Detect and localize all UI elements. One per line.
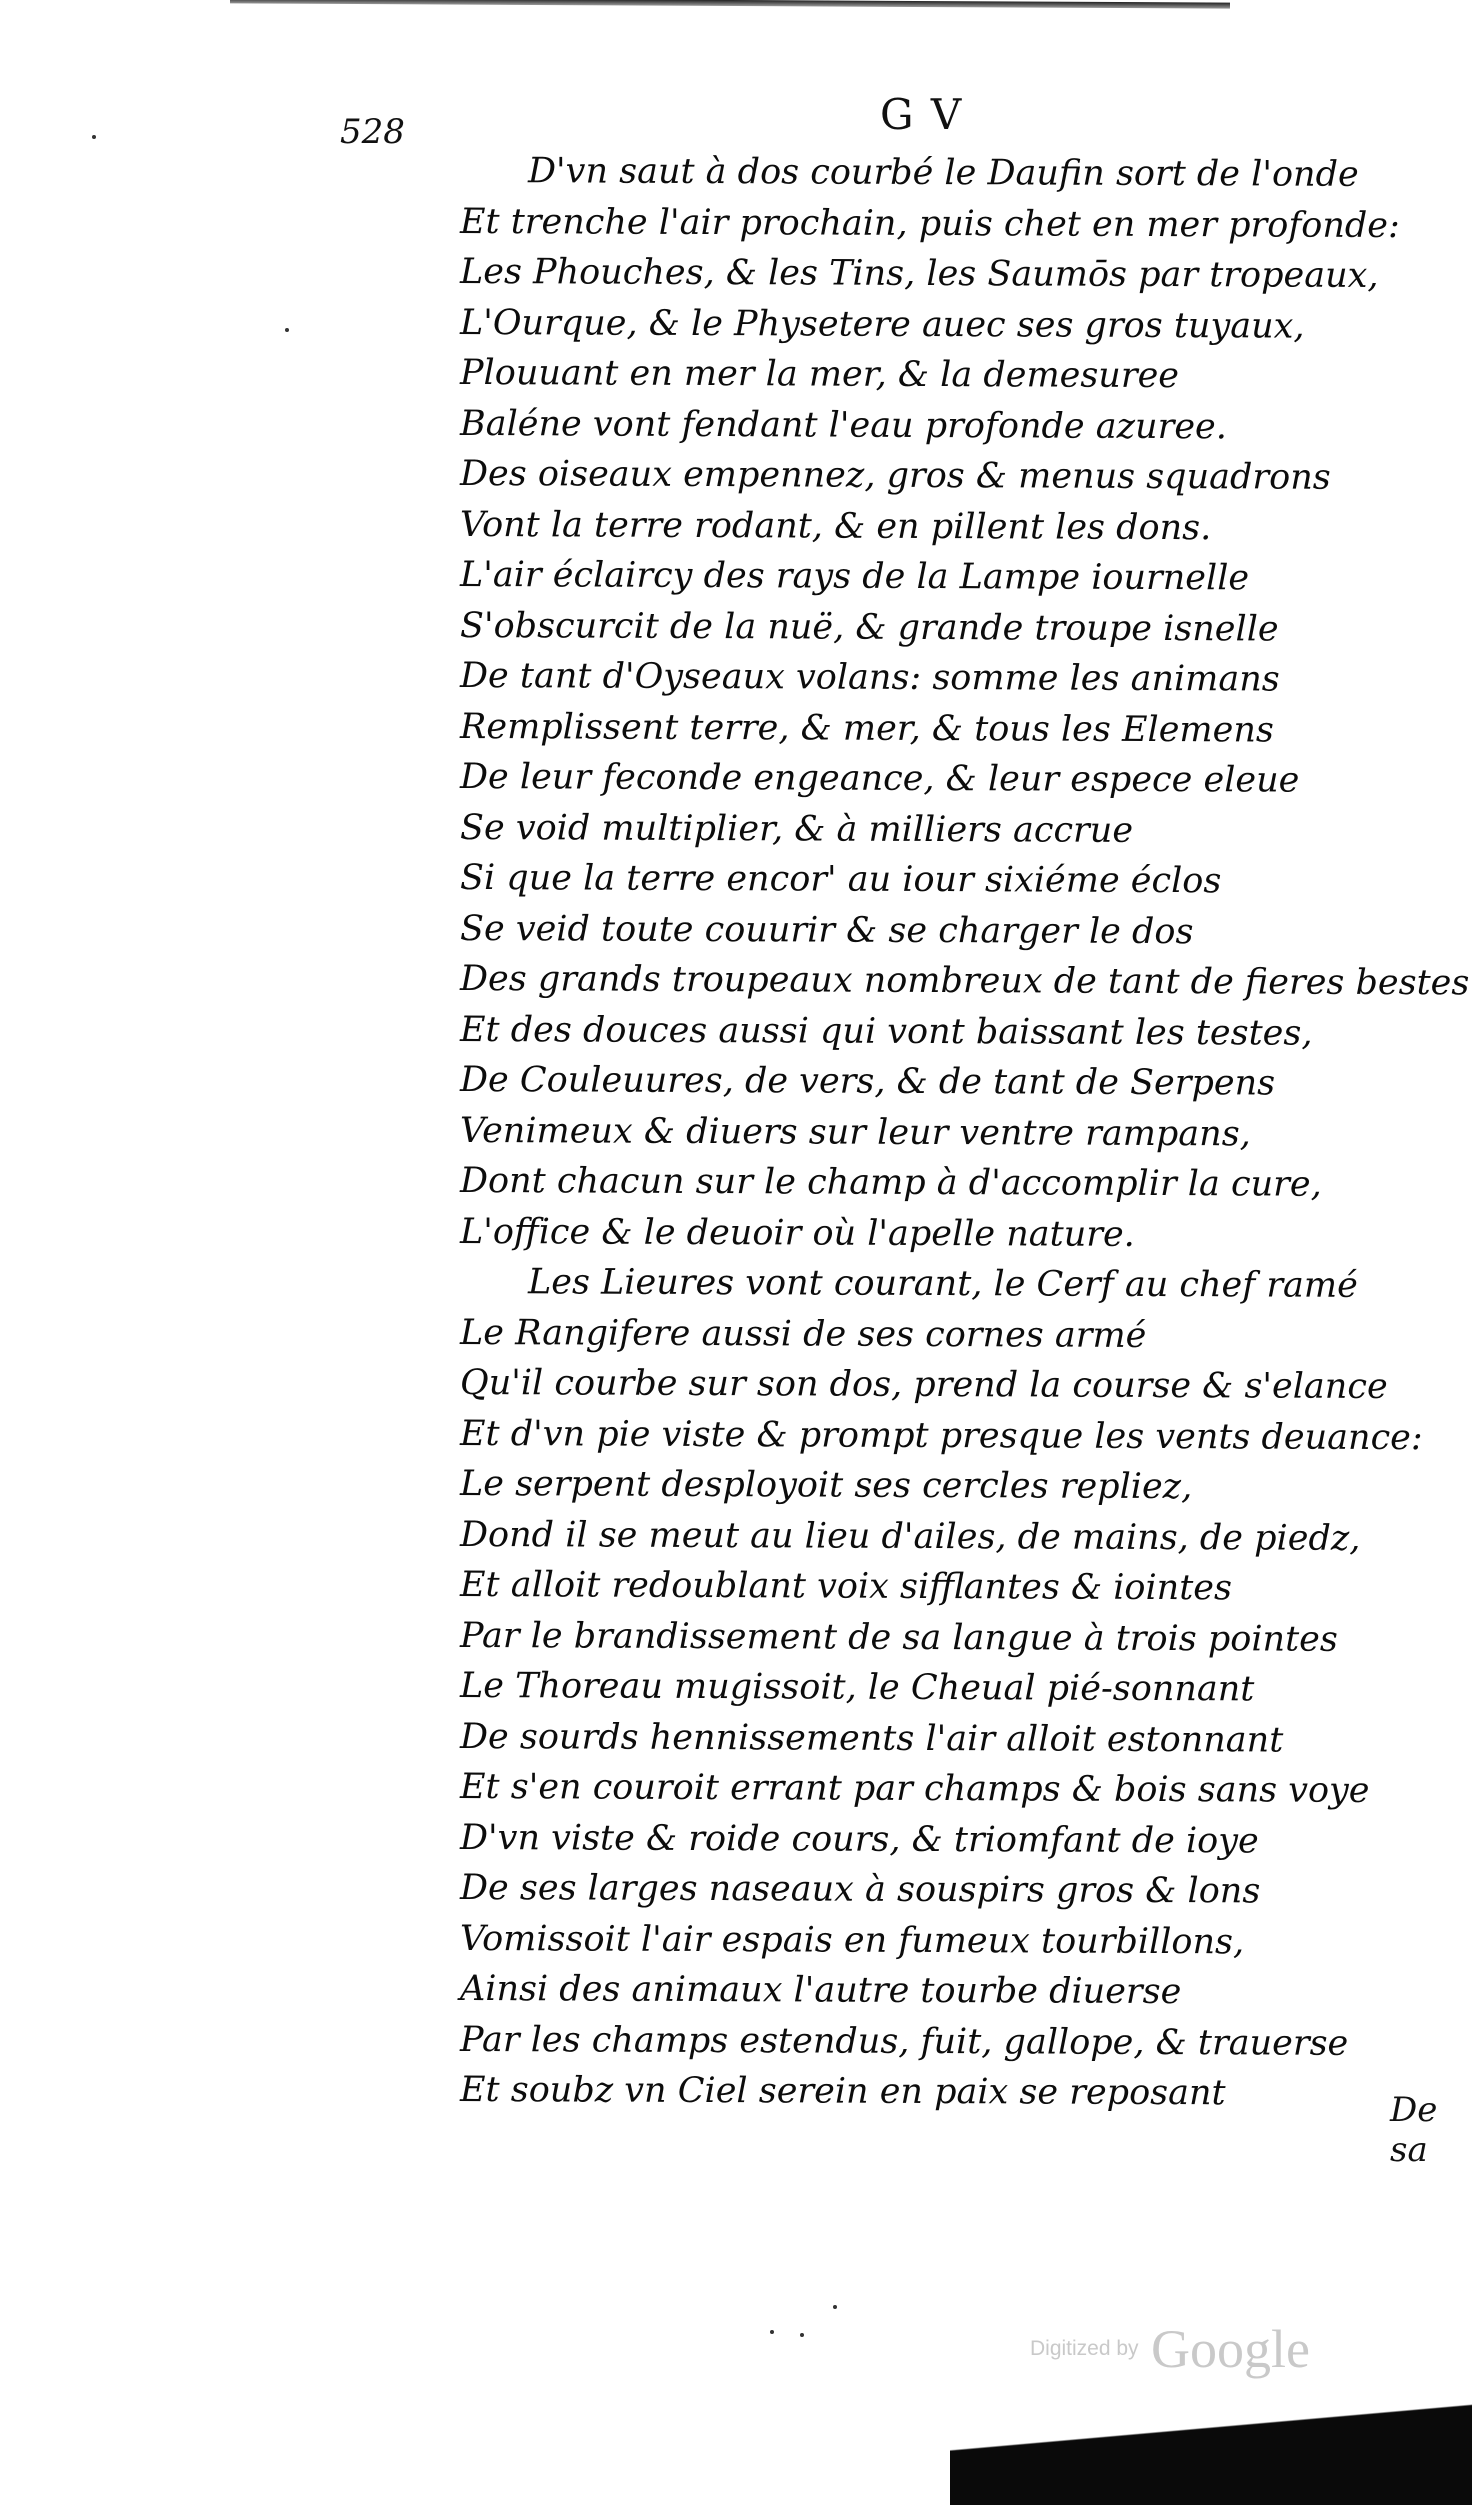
ink-speck	[92, 135, 96, 139]
catchword: De sa	[1390, 2090, 1438, 2170]
verse-line: L'office & le deuoir où l'apelle nature.	[460, 1211, 1135, 1255]
verse-line: Vont la terre rodant, & en pillent les dons.	[460, 504, 1212, 548]
verse-line: Et des douces aussi qui vont baissant les testes,	[460, 1009, 1313, 1054]
verse-line: Le Thoreau mugissoit, le Cheual pié-sonnant	[460, 1665, 1255, 1710]
verse-line: Se void multiplier, & à milliers accrue	[460, 807, 1134, 851]
verse-line: De ses larges naseaux à souspirs gros & lons	[460, 1867, 1261, 1912]
verse-line: Les Phouches, & les Tins, les Saumōs par tropeaux,	[460, 251, 1379, 296]
verse-line: De tant d'Oyseaux volans: somme les animans	[460, 655, 1280, 700]
page-top-edge	[230, 0, 1230, 9]
verse-line: S'obscurcit de la nuë, & grande troupe isnelle	[460, 605, 1279, 650]
verse-line: Et d'vn pie viste & prompt presque les vents deuance:	[460, 1413, 1423, 1458]
verse-line: Et soubz vn Ciel serein en paix se reposant	[460, 2069, 1226, 2114]
verse-line: De leur feconde engeance, & leur espece eleue	[460, 756, 1300, 801]
verse-line: Dond il se meut au lieu d'ailes, de mains, de piedz,	[460, 1514, 1361, 1559]
digitization-watermark	[1030, 2318, 1310, 2380]
ink-speck	[800, 2333, 804, 2337]
verse-line: Le serpent desployoit ses cercles repliez,	[460, 1463, 1193, 1508]
verse-line: Et s'en couroit errant par champs & bois sans voye	[460, 1766, 1370, 1811]
verse-line: D'vn saut à dos courbé le Daufin sort de l'onde	[528, 151, 1359, 195]
page-number: 528	[340, 112, 405, 152]
verse-line: De Couleuures, de vers, & de tant de Serpens	[460, 1059, 1276, 1104]
watermark-brand: Google	[1151, 2319, 1310, 2379]
verse-line: Des grands troupeaux nombreux de tant de fieres bestes	[460, 958, 1470, 1004]
verse-line: Le Rangifere aussi de ses cornes armé	[460, 1312, 1147, 1356]
verse-line: Dont chacun sur le champ à d'accomplir la cure,	[460, 1160, 1322, 1205]
verse-line: Par les champs estendus, fuit, gallope, & trauerse	[460, 2019, 1349, 2064]
verse-line: Et trenche l'air prochain, puis chet en mer profonde:	[460, 201, 1400, 246]
verse-line: Se veid toute couurir & se charger le dos	[460, 908, 1194, 952]
verse-line: Venimeux & diuers sur leur ventre rampans,	[460, 1110, 1251, 1154]
ink-speck	[770, 2330, 774, 2334]
verse-line: Des oiseaux empennez, gros & menus squadrons	[460, 453, 1331, 498]
verse-line: Si que la terre encor' au iour sixiéme éclos	[460, 857, 1222, 902]
verse-line: L'air éclaircy des rays de la Lampe iournelle	[460, 554, 1250, 599]
page-bottom-shadow	[950, 2395, 1472, 2505]
verse-line: Plouuant en mer la mer, & la demesuree	[460, 352, 1180, 397]
verse-line: Et alloit redoublant voix sifflantes & iointes	[460, 1564, 1232, 1609]
verse-line: Remplissent terre, & mer, & tous les Elemens	[460, 706, 1274, 751]
verse-line: De sourds hennissements l'air alloit estonnant	[460, 1716, 1284, 1761]
verse-text	[460, 146, 1470, 2120]
running-head: G V	[880, 90, 964, 139]
verse-line: L'Ourque, & le Physetere auec ses gros tuyaux,	[460, 302, 1305, 347]
verse-line: D'vn viste & roide cours, & triomfant de ioye	[460, 1817, 1259, 1861]
verse-line: Ainsi des animaux l'autre tourbe diuerse	[460, 1968, 1182, 2013]
ink-speck	[833, 2305, 837, 2309]
verse-line: Vomissoit l'air espais en fumeux tourbillons,	[460, 1918, 1245, 1962]
verse-line: Baléne vont fendant l'eau profonde azuree.	[460, 403, 1227, 447]
ink-speck	[285, 328, 289, 332]
watermark-prefix: Digitized by	[1030, 2337, 1139, 2360]
verse-line: Les Lieures vont courant, le Cerf au chef ramé	[528, 1262, 1358, 1306]
verse-line: Qu'il courbe sur son dos, prend la course & s'elance	[460, 1362, 1388, 1407]
verse-line: Par le brandissement de sa langue à trois pointes	[460, 1615, 1338, 1660]
